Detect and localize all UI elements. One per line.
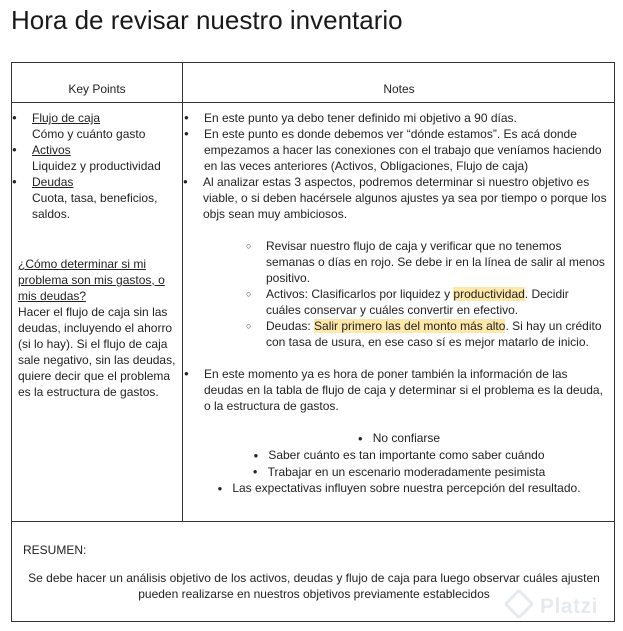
- centered-bullet-text: Saber cuánto es tan importante como saber cuándo: [268, 447, 545, 462]
- key-points-column: [12, 110, 180, 400]
- key-point-sub: Cómo y cuánto gasto: [32, 127, 146, 141]
- key-point-heading: Flujo de caja: [32, 111, 101, 125]
- subitem-text: . Si hay un crédito con tasa de usura, en ese caso sí es mejor matarlo de inicio.: [266, 319, 602, 349]
- key-point-item: [32, 142, 180, 174]
- notes-header: Notes: [383, 82, 415, 96]
- key-point-item: [32, 110, 180, 142]
- subitem-text: Deudas:: [266, 319, 315, 333]
- centered-bullet: [183, 447, 615, 464]
- key-point-sub: Liquidez y productividad: [32, 159, 161, 173]
- key-points-list: [12, 110, 180, 222]
- key-points-header: Key Points: [68, 82, 126, 96]
- notes-list: [184, 366, 608, 414]
- watermark-text: Platzi: [540, 595, 598, 618]
- note-item: ● En este punto es donde debemos ver “dónde estamos”. Es acá donde empezamos a hacer las conexiones con el trabajo que veníamos haciendo en las veces anteriores (Activos, Obligaciones, Flujo de caja): [204, 126, 608, 174]
- centered-bullet-text: Trabajar en un escenario moderadamente pesimista: [267, 464, 546, 479]
- page-title: Hora de revisar nuestro inventario: [11, 5, 403, 35]
- note-item: ● En este punto ya debo tener definido mi objetivo a 90 días.: [204, 110, 608, 126]
- notes-column: [184, 110, 612, 414]
- centered-bullet: [183, 430, 615, 447]
- key-point-item: [32, 174, 180, 222]
- key-answer: Hacer el flujo de caja sin las deudas, incluyendo el ahorro (si lo hay). Si el flujo de caja sale negativo, sin las deudas, quiere decir que el problema es la estructura de gastos.: [18, 305, 176, 399]
- header-divider: [12, 102, 614, 103]
- note-item: ● Al analizar estas 3 aspectos, podremos determinar si nuestro objetivo es viable, o si deben hacérsele algunos ajustes ya sea por tiempo o porque los objs sean muy ambiciosos.: [203, 174, 608, 222]
- centered-bullet-text: Las expectativas influyen sobre nuestra percepción del resultado.: [232, 481, 581, 496]
- centered-bullets: [183, 430, 615, 497]
- centered-bullet: [183, 464, 615, 481]
- note-item: ● En este momento ya es hora de poner también la información de las deudas en la tabla de flujo de caja y determinar si el problema es la deuda, o la estructura de gastos.: [204, 366, 608, 414]
- notes-sublist: [184, 238, 606, 350]
- centered-bullet-text: No confiarse: [372, 431, 441, 445]
- note-subitem: [266, 318, 606, 350]
- highlighted-text: Salir primero las del monto más alto: [314, 319, 506, 333]
- key-point-sub: Cuota, tasa, beneficios, saldos.: [32, 191, 158, 221]
- subitem-text: . Decidir cuáles conservar y cuáles convertir en efectivo.: [266, 287, 569, 317]
- summary-text: Se debe hacer un análisis objetivo de los activos, deudas y flujo de caja para luego observar cuáles ajusten pueden realizarse en nuestros objetivos previamente establecidos: [28, 571, 600, 601]
- summary-divider: [12, 521, 614, 522]
- summary-label: RESUMEN:: [23, 543, 87, 557]
- key-question: ¿Cómo determinar si mi problema son mis gastos, o mis deudas?: [18, 257, 165, 303]
- cornell-notes-table: [11, 62, 615, 622]
- note-subitem: [266, 286, 606, 318]
- highlighted-text: productividad: [453, 287, 525, 301]
- key-point-heading: Activos: [32, 143, 71, 157]
- notes-list: [184, 110, 608, 222]
- platzi-logo-icon: [503, 588, 534, 619]
- key-point-heading: Deudas: [32, 175, 74, 189]
- platzi-watermark: [508, 593, 598, 619]
- subitem-text: Activos: Clasificarlos por liquidez y: [266, 287, 454, 301]
- centered-bullet: [183, 480, 615, 497]
- note-subitem: ○ Revisar nuestro flujo de caja y verificar que no tenemos semanas o días en rojo. Se debe ir en la línea de salir al menos positivo.: [266, 238, 606, 286]
